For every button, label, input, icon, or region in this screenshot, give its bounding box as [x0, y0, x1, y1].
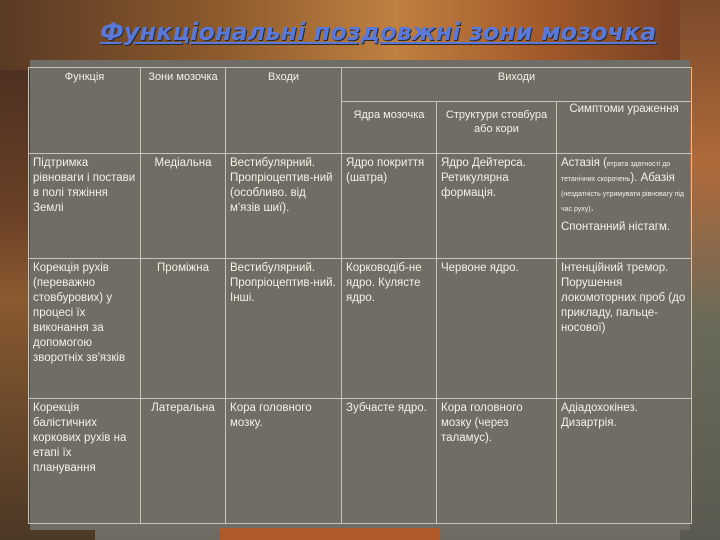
header-inputs: Входи [226, 68, 342, 154]
header-brainstem: Структури стовбура або кори [437, 102, 557, 154]
row-brainstem: Ядро Дейтерса. Ретикулярна формація. [437, 154, 557, 259]
header-nuclei: Ядра мозочка [342, 102, 437, 154]
table-row [29, 259, 692, 399]
row-nuclei: Корководіб-не ядро. Кулясте ядро. [342, 259, 437, 399]
row-inputs: Кора головного мозку. [226, 399, 342, 524]
row-nuclei: Ядро покриття (шатра) [342, 154, 437, 259]
row-function: Корекція балістичних коркових рухів на етапі їх планування [29, 399, 141, 524]
symptom-abasia-note: (нездатність утримувати рівновагу під час руху) [561, 190, 684, 213]
header-row-1 [29, 68, 692, 102]
table-row [29, 154, 692, 259]
row-inputs: Вестибулярний. Пропріоцептив-ний. Інші. [226, 259, 342, 399]
background-bottom-bar [220, 528, 440, 540]
symptom-nystagmus: Спонтанний ністагм. [561, 220, 671, 233]
row-brainstem: Кора головного мозку (через таламус). [437, 399, 557, 524]
header-outputs: Виходи [342, 68, 692, 102]
row-inputs: Вестибулярний. Пропріоцептив-ний (особливо. від м'язів шиї). [226, 154, 342, 259]
row-nuclei: Зубчасте ядро. [342, 399, 437, 524]
row-symptoms [557, 154, 692, 259]
slide-title: Функціональні поздовжні зони мозочка [100, 18, 657, 46]
symptom-abasia: Абазія [640, 171, 675, 184]
row-zone: Проміжна [141, 259, 226, 399]
row-zone: Медіальна [141, 154, 226, 259]
row-zone: Латеральна [141, 399, 226, 524]
row-brainstem: Червоне ядро. [437, 259, 557, 399]
header-zone: Зони мозочка [141, 68, 226, 154]
symptom-astasia-end: ). [630, 171, 638, 184]
row-symptoms: Адіадохокінез. Дизартрія. [557, 399, 692, 524]
cerebellum-zones-table [28, 67, 692, 524]
symptom-astasia-note: втрата здатності до тетанічних скорочень [561, 161, 671, 183]
row-function: Підтримка рівноваги і постави в полі тяжіння Землі [29, 154, 141, 259]
symptom-astasia: Астазія ( [561, 157, 607, 169]
row-function: Корекція рухів (переважно стовбурових) у процесі їх виконання за допомогою зворотніх зв'язків [29, 259, 141, 399]
header-symptoms: Симптоми ураження [557, 102, 692, 154]
table-row [29, 399, 692, 524]
header-function: Функція [29, 68, 141, 154]
symptom-abasia-end: . [590, 201, 594, 214]
row-symptoms: Інтенційний тремор. Порушення локомоторних проб (до прикладу, пальце-носової) [557, 259, 692, 399]
